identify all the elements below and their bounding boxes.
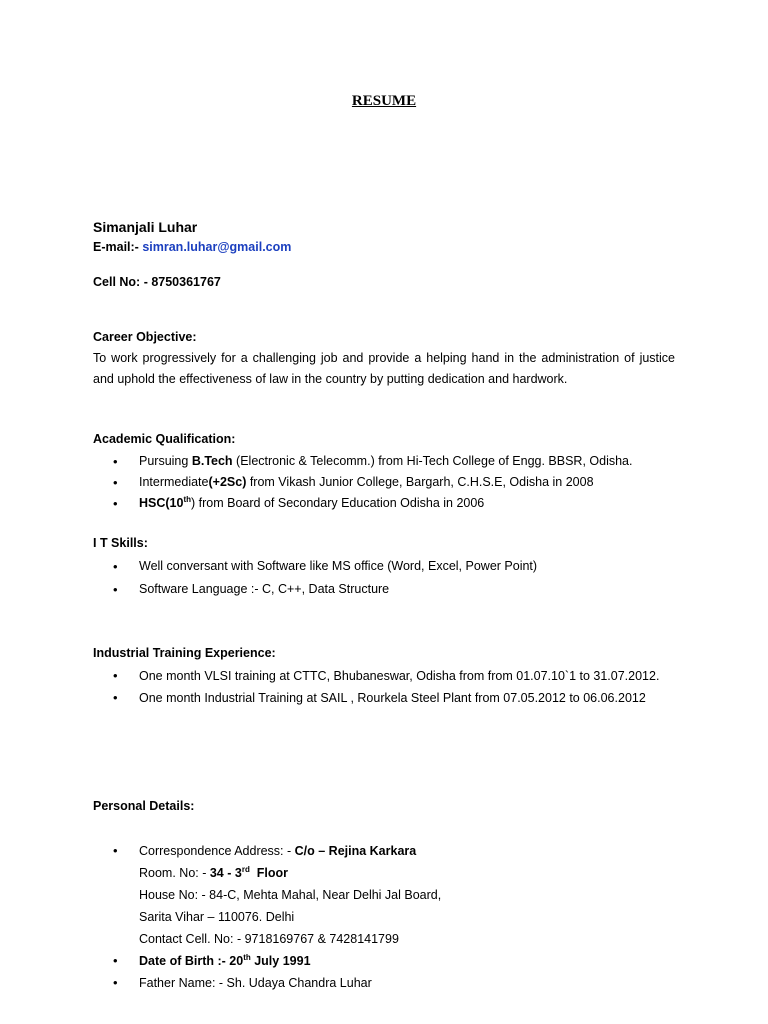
bullet-icon: • — [113, 953, 118, 968]
bullet-icon: • — [113, 975, 118, 990]
training-heading: Industrial Training Experience: — [93, 646, 276, 660]
it-skills-list — [93, 555, 675, 601]
candidate-name: Simanjali Luhar — [93, 219, 198, 235]
email-label: E-mail:- — [93, 240, 139, 254]
list-item: • HSC(10th) from Board of Secondary Education Odisha in 2006 — [93, 493, 675, 514]
bullet-icon: • — [113, 668, 118, 683]
academic-heading: Academic Qualification: — [93, 432, 236, 446]
email-line — [93, 240, 291, 254]
list-item: • Software Language :- C, C++, Data Structure — [93, 578, 675, 601]
training-list — [93, 665, 675, 709]
cell-number: Cell No: - 8750361767 — [93, 275, 221, 289]
email-link[interactable]: simran.luhar@gmail.com — [142, 240, 292, 254]
it-skills-heading: I T Skills: — [93, 536, 148, 550]
bullet-icon: • — [113, 559, 118, 574]
bullet-icon: • — [113, 454, 118, 469]
bullet-icon: • — [113, 843, 118, 858]
list-item: • Date of Birth :- 20th July 1991 — [93, 950, 675, 972]
list-item: • Correspondence Address: - C/o – Rejina Karkara Room. No: - 34 - 3rd Floor House No: - 84-C, Mehta Mahal, Near Delhi Jal Board, Sarita Vihar – 110076. Delhi Contact Cell. No: - 9718169767 & 7428141799 — [93, 840, 675, 950]
career-objective-text: To work progressively for a challenging job and provide a helping hand in the administration of justice and uphold the effectiveness of law in the country by putting dedication and hardwork. — [93, 351, 675, 386]
bullet-icon: • — [113, 582, 118, 597]
academic-list — [93, 451, 675, 514]
list-item: • Father Name: - Sh. Udaya Chandra Luhar — [93, 972, 675, 994]
list-item: • Well conversant with Software like MS office (Word, Excel, Power Point) — [93, 555, 675, 578]
bullet-icon: • — [113, 496, 118, 511]
list-item: • Pursuing B.Tech (Electronic & Telecomm.) from Hi-Tech College of Engg. BBSR, Odisha. — [93, 451, 675, 472]
personal-details-list — [93, 840, 675, 994]
career-objective-heading: Career Objective: — [93, 330, 197, 344]
bullet-icon: • — [113, 690, 118, 705]
list-item: • One month VLSI training at CTTC, Bhubaneswar, Odisha from from 01.07.10`1 to 31.07.2012. — [93, 665, 675, 687]
page-title: RESUME — [351, 93, 417, 109]
list-item: • One month Industrial Training at SAIL , Rourkela Steel Plant from 07.05.2012 to 06.06.2012 — [93, 687, 675, 709]
list-item: • Intermediate(+2Sc) from Vikash Junior College, Bargarh, C.H.S.E, Odisha in 2008 — [93, 472, 675, 493]
bullet-icon: • — [113, 475, 118, 490]
personal-details-heading: Personal Details: — [93, 799, 195, 813]
